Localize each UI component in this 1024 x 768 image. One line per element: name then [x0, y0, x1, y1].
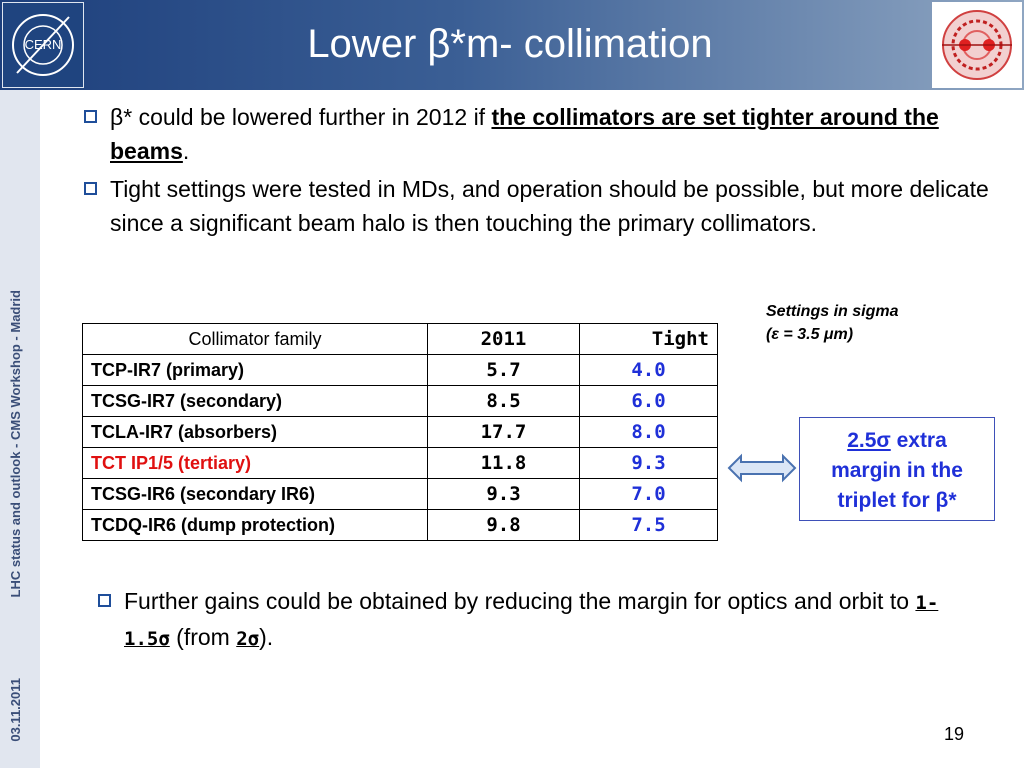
header-tight: Tight	[580, 324, 718, 355]
value-2011-cell: 9.3	[428, 479, 580, 510]
header-bar	[0, 0, 1024, 90]
table-row	[83, 479, 718, 510]
sidebar-date-label: 03.11.2011	[8, 678, 23, 742]
value-2011-cell: 8.5	[428, 386, 580, 417]
bullet-1-suffix: .	[182, 138, 190, 164]
value-tight-cell: 9.3	[580, 448, 718, 479]
triplet-margin-callout	[799, 417, 995, 521]
value-tight-cell: 8.0	[580, 417, 718, 448]
bullet-3-suffix: ).	[259, 624, 274, 650]
square-bullet-icon	[84, 182, 97, 195]
collimator-family-cell: TCSG-IR7 (secondary)	[83, 386, 428, 417]
table-row	[83, 386, 718, 417]
callout-line1: extra	[890, 429, 947, 452]
settings-note	[766, 300, 898, 346]
collimator-family-cell: TCLA-IR7 (absorbers)	[83, 417, 428, 448]
value-2011-cell: 5.7	[428, 355, 580, 386]
bullet-item-3	[96, 584, 976, 660]
value-tight-cell: 7.5	[580, 510, 718, 541]
bullet-3-current-margin: 2σ	[236, 628, 260, 650]
value-2011-cell: 9.8	[428, 510, 580, 541]
callout-line2: margin in the	[831, 459, 963, 482]
settings-note-line1: Settings in sigma	[766, 303, 899, 320]
header-collimator-family: Collimator family	[83, 324, 428, 355]
collimator-family-cell: TCDQ-IR6 (dump protection)	[83, 510, 428, 541]
value-tight-cell: 6.0	[580, 386, 718, 417]
table-row	[83, 355, 718, 386]
collimator-family-cell: TCP-IR7 (primary)	[83, 355, 428, 386]
bullet-3-text: Further gains could be obtained by reducing the margin for optics and orbit to	[124, 588, 916, 614]
svg-text:CERN: CERN	[24, 37, 62, 52]
table-header-row	[83, 324, 718, 355]
page-number: 19	[944, 724, 965, 744]
table-row	[83, 510, 718, 541]
settings-note-line2: (ε = 3.5 μm)	[766, 326, 854, 343]
cern-logo	[2, 2, 84, 88]
sidebar	[0, 90, 40, 768]
square-bullet-icon	[84, 110, 97, 123]
collimator-family-cell-highlighted: TCT IP1/5 (tertiary)	[83, 448, 428, 479]
sidebar-event-label: LHC status and outlook - CMS Workshop - Madrid	[8, 290, 23, 598]
table-row	[83, 417, 718, 448]
bullet-3-mid: (from	[169, 624, 237, 650]
callout-emphasis: 2.5σ	[847, 429, 891, 452]
square-bullet-icon	[98, 594, 111, 607]
value-2011-cell: 11.8	[428, 448, 580, 479]
collimator-settings-table	[82, 323, 718, 541]
cms-event-display-logo	[932, 2, 1022, 88]
slide-title: Lower β*m- collimation	[307, 22, 713, 66]
bullet-list	[82, 100, 1002, 244]
bullet-3-target-margin: 1-1.5σ	[124, 592, 939, 650]
value-2011-cell: 17.7	[428, 417, 580, 448]
bullet-item-2	[82, 172, 1002, 240]
value-tight-cell: 4.0	[580, 355, 718, 386]
table-row	[83, 448, 718, 479]
bullet-2-text: Tight settings were tested in MDs, and operation should be possible, but more delicate since a significant beam halo is then touching the primary collimators.	[110, 176, 989, 236]
collimator-family-cell: TCSG-IR6 (secondary IR6)	[83, 479, 428, 510]
bullet-1-text: β* could be lowered further in 2012 if	[110, 104, 492, 130]
header-2011: 2011	[428, 324, 580, 355]
value-tight-cell: 7.0	[580, 479, 718, 510]
bullet-item-1	[82, 100, 1002, 168]
double-arrow-icon	[727, 453, 797, 483]
callout-line3: triplet for β*	[837, 489, 957, 512]
bullet-1-emphasis: the collimators are set tighter around the beams	[110, 104, 939, 164]
